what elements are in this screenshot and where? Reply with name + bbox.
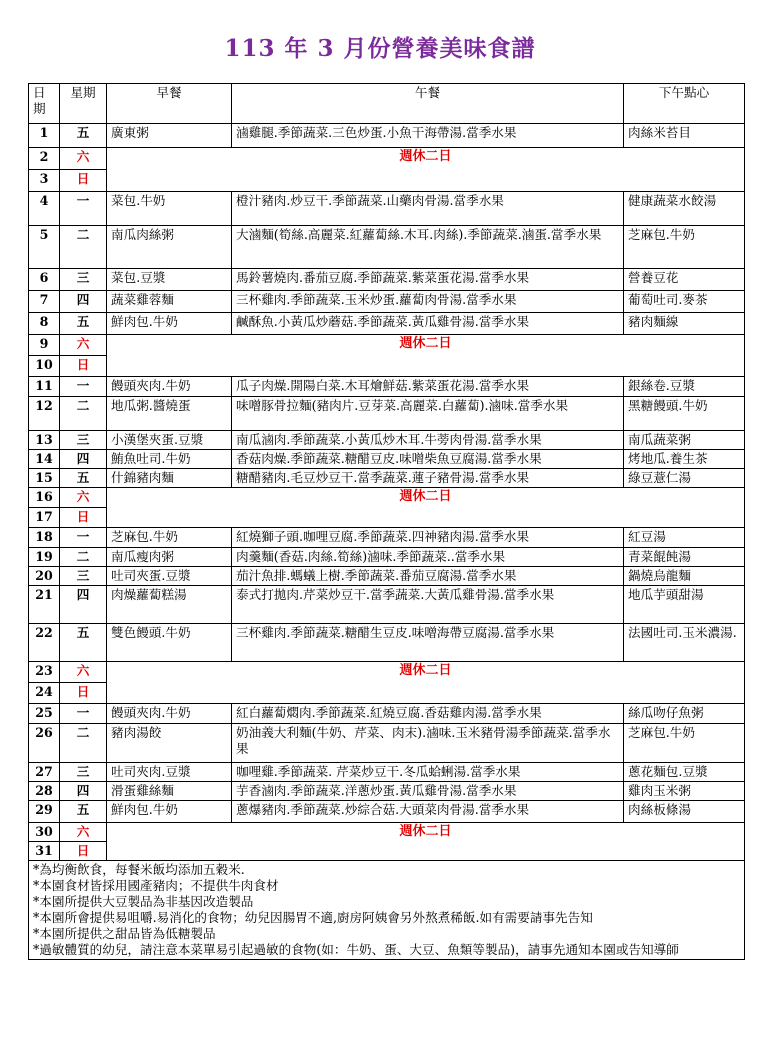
breakfast-cell: 肉燥蘿蔔糕湯 [107,586,232,624]
date-cell: 1 [29,124,60,148]
header-lunch: 午餐 [232,84,624,124]
date-cell: 17 [29,508,60,528]
page-title: 113 年 3 月份營養美味食譜 [224,35,536,62]
table-row [29,704,745,724]
lunch-cell: 三杯雞肉.季節蔬菜.糖醋生豆皮.味噌海帶豆腐湯.當季水果 [232,624,624,662]
date-cell: 9 [29,335,60,356]
date-cell: 14 [29,450,60,469]
snack-cell: 肉絲米苔目 [624,124,745,148]
breakfast-cell: 南瓜肉絲粥 [107,226,232,269]
date-cell: 13 [29,431,60,450]
snack-cell: 黑糖饅頭.牛奶 [624,397,745,431]
snack-cell: 地瓜芋頭甜湯 [624,586,745,624]
snack-cell: 紅豆湯 [624,528,745,548]
table-row [29,291,745,313]
header-date: 日期 [29,84,60,124]
weekday-cell: 一 [60,528,107,548]
weekday-cell: 三 [60,269,107,291]
weekday-cell: 三 [60,567,107,586]
breakfast-cell: 吐司夾肉.豆漿 [107,763,232,782]
table-row [29,548,745,567]
notes-cell [29,861,745,960]
date-cell: 23 [29,662,60,683]
snack-cell: 雞肉玉米粥 [624,782,745,801]
date-cell: 29 [29,801,60,823]
weekday-cell: 六 [60,148,107,170]
breakfast-cell: 饅頭夾肉.牛奶 [107,377,232,397]
weekday-cell: 二 [60,724,107,763]
lunch-cell: 滷雞腿.季節蔬菜.三色炒蛋.小魚干海帶湯.當季水果 [232,124,624,148]
weekday-cell: 日 [60,842,107,861]
breakfast-cell: 廣東粥 [107,124,232,148]
notes-row [29,861,745,960]
date-cell: 22 [29,624,60,662]
note-line: *過敏體質的幼兒，請注意本菜單易引起過敏的食物(如：牛奶、蛋、大豆、魚類等製品)，請事先通知本園或告知導師 [33,942,679,957]
snack-cell: 營養豆花 [624,269,745,291]
lunch-cell: 泰式打拋肉.芹菜炒豆干.當季蔬菜.大黃瓜雞骨湯.當季水果 [232,586,624,624]
table-row [29,662,745,683]
weekday-cell: 日 [60,170,107,192]
breakfast-cell: 芝麻包.牛奶 [107,528,232,548]
date-cell: 25 [29,704,60,724]
snack-cell: 葡萄吐司.麥茶 [624,291,745,313]
date-cell: 3 [29,170,60,192]
note-line: *本園食材皆採用國產豬肉；不提供牛肉食材 [33,878,279,893]
weekday-cell: 二 [60,548,107,567]
date-cell: 30 [29,823,60,842]
weekday-cell: 一 [60,192,107,226]
date-cell: 15 [29,469,60,488]
table-row [29,624,745,662]
snack-cell: 鍋燒烏龍麵 [624,567,745,586]
breakfast-cell: 地瓜粥.醬燒蛋 [107,397,232,431]
holiday-cell: 週休二日 [107,335,745,377]
table-row [29,397,745,431]
snack-cell: 銀絲卷.豆漿 [624,377,745,397]
date-cell: 26 [29,724,60,763]
holiday-cell: 週休二日 [107,823,745,861]
table-row [29,724,745,763]
holiday-cell: 週休二日 [107,148,745,192]
weekday-cell: 日 [60,508,107,528]
date-cell: 27 [29,763,60,782]
date-cell: 31 [29,842,60,861]
breakfast-cell: 菜包.豆漿 [107,269,232,291]
table-row [29,528,745,548]
weekday-cell: 五 [60,469,107,488]
lunch-cell: 瓜子肉燥.開陽白菜.木耳燴鮮菇.紫菜蛋花湯.當季水果 [232,377,624,397]
weekday-cell: 六 [60,335,107,356]
table-row [29,313,745,335]
breakfast-cell: 小漢堡夾蛋.豆漿 [107,431,232,450]
table-row [29,192,745,226]
snack-cell: 芝麻包.牛奶 [624,226,745,269]
breakfast-cell: 雙色饅頭.牛奶 [107,624,232,662]
breakfast-cell: 蔬菜雞蓉麵 [107,291,232,313]
date-cell: 28 [29,782,60,801]
breakfast-cell: 鮪魚吐司.牛奶 [107,450,232,469]
lunch-cell: 香菇肉燥.季節蔬菜.糖醋豆皮.味噌柴魚豆腐湯.當季水果 [232,450,624,469]
lunch-cell: 味噌豚骨拉麵(豬肉片.豆芽菜.高麗菜.白蘿蔔).滷味.當季水果 [232,397,624,431]
snack-cell: 健康蔬菜水餃湯 [624,192,745,226]
date-cell: 24 [29,683,60,704]
snack-cell: 絲瓜吻仔魚粥 [624,704,745,724]
snack-cell: 烤地瓜.養生茶 [624,450,745,469]
lunch-cell: 紅白蘿蔔燜肉.季節蔬菜.紅燒豆腐.香菇雞肉湯.當季水果 [232,704,624,724]
breakfast-cell: 南瓜瘦肉粥 [107,548,232,567]
holiday-cell: 週休二日 [107,488,745,528]
weekday-cell: 二 [60,226,107,269]
snack-cell: 法國吐司.玉米濃湯. [624,624,745,662]
table-row [29,335,745,356]
lunch-cell: 茄汁魚排.螞蟻上樹.季節蔬菜.番茄豆腐湯.當季水果 [232,567,624,586]
date-cell: 4 [29,192,60,226]
weekday-cell: 日 [60,683,107,704]
header-weekday: 星期 [60,84,107,124]
date-cell: 16 [29,488,60,508]
date-cell: 5 [29,226,60,269]
note-line: *為均衡飲食，每餐米飯均添加五穀米. [33,862,245,877]
table-row [29,567,745,586]
lunch-cell: 蔥爆豬肉.季節蔬菜.炒綜合菇.大頭菜肉骨湯.當季水果 [232,801,624,823]
weekday-cell: 六 [60,662,107,683]
snack-cell: 芝麻包.牛奶 [624,724,745,763]
lunch-cell: 糖醋豬肉.毛豆炒豆干.當季蔬菜.蓮子豬骨湯.當季水果 [232,469,624,488]
snack-cell: 蔥花麵包.豆漿 [624,763,745,782]
table-row [29,148,745,170]
breakfast-cell: 饅頭夾肉.牛奶 [107,704,232,724]
table-row [29,377,745,397]
snack-cell: 綠豆薏仁湯 [624,469,745,488]
breakfast-cell: 什錦豬肉麵 [107,469,232,488]
breakfast-cell: 鮮肉包.牛奶 [107,313,232,335]
note-line: *本園所提供大豆製品為非基因改造製品 [33,894,254,909]
table-row [29,450,745,469]
lunch-cell: 奶油義大利麵(牛奶、芹菜、肉末).滷味.玉米豬骨湯季節蔬菜.當季水果 [232,724,624,763]
lunch-cell: 橙汁豬肉.炒豆干.季節蔬菜.山藥肉骨湯.當季水果 [232,192,624,226]
weekday-cell: 五 [60,124,107,148]
header-row [29,84,745,124]
table-row [29,586,745,624]
snack-cell: 南瓜蔬菜粥 [624,431,745,450]
table-row [29,469,745,488]
weekday-cell: 五 [60,624,107,662]
lunch-cell: 三杯雞肉.季節蔬菜.玉米炒蛋.蘿蔔肉骨湯.當季水果 [232,291,624,313]
date-cell: 10 [29,356,60,377]
header-breakfast: 早餐 [107,84,232,124]
breakfast-cell: 滑蛋雞絲麵 [107,782,232,801]
weekday-cell: 六 [60,823,107,842]
date-cell: 6 [29,269,60,291]
weekday-cell: 六 [60,488,107,508]
table-row [29,488,745,508]
breakfast-cell: 吐司夾蛋.豆漿 [107,567,232,586]
lunch-cell: 南瓜滷肉.季節蔬菜.小黃瓜炒木耳.牛蒡肉骨湯.當季水果 [232,431,624,450]
snack-cell: 青菜餛飩湯 [624,548,745,567]
weekday-cell: 一 [60,704,107,724]
holiday-cell: 週休二日 [107,662,745,704]
snack-cell: 肉絲板條湯 [624,801,745,823]
weekday-cell: 二 [60,397,107,431]
date-cell: 19 [29,548,60,567]
date-cell: 18 [29,528,60,548]
lunch-cell: 咖哩雞.季節蔬菜. 芹菜炒豆干.冬瓜蛤蜊湯.當季水果 [232,763,624,782]
table-row [29,431,745,450]
menu-table [28,83,745,960]
weekday-cell: 三 [60,431,107,450]
lunch-cell: 紅燒獅子頭.咖哩豆腐.季節蔬菜.四神豬肉湯.當季水果 [232,528,624,548]
date-cell: 20 [29,567,60,586]
date-cell: 7 [29,291,60,313]
date-cell: 11 [29,377,60,397]
table-row [29,801,745,823]
breakfast-cell: 菜包.牛奶 [107,192,232,226]
table-row [29,124,745,148]
date-cell: 2 [29,148,60,170]
weekday-cell: 三 [60,763,107,782]
weekday-cell: 四 [60,450,107,469]
weekday-cell: 一 [60,377,107,397]
weekday-cell: 五 [60,313,107,335]
lunch-cell: 鹹酥魚.小黃瓜炒蘑菇.季節蔬菜.黃瓜雞骨湯.當季水果 [232,313,624,335]
weekday-cell: 四 [60,782,107,801]
lunch-cell: 肉羹麵(香菇.肉絲.筍絲)滷味.季節蔬菜..當季水果 [232,548,624,567]
table-row [29,226,745,269]
note-line: *本園所會提供易咀嚼.易消化的食物；幼兒因腸胃不適,廚房阿姨會另外熬煮稀飯.如有需要請事先告知 [33,910,593,925]
lunch-cell: 大滷麵(筍絲.高麗菜.紅蘿蔔絲.木耳.肉絲).季節蔬菜.滷蛋.當季水果 [232,226,624,269]
weekday-cell: 四 [60,586,107,624]
breakfast-cell: 豬肉湯餃 [107,724,232,763]
snack-cell: 豬肉麵線 [624,313,745,335]
weekday-cell: 四 [60,291,107,313]
date-cell: 8 [29,313,60,335]
table-row [29,763,745,782]
note-line: *本園所提供之甜品皆為低糖製品 [33,926,216,941]
weekday-cell: 日 [60,356,107,377]
table-row [29,823,745,842]
weekday-cell: 五 [60,801,107,823]
header-snack: 下午點心 [624,84,745,124]
date-cell: 21 [29,586,60,624]
table-row [29,269,745,291]
date-cell: 12 [29,397,60,431]
lunch-cell: 芋香滷肉.季節蔬菜.洋蔥炒蛋.黃瓜雞骨湯.當季水果 [232,782,624,801]
lunch-cell: 馬鈴薯燒肉.番茄豆腐.季節蔬菜.紫菜蛋花湯.當季水果 [232,269,624,291]
table-row [29,782,745,801]
breakfast-cell: 鮮肉包.牛奶 [107,801,232,823]
